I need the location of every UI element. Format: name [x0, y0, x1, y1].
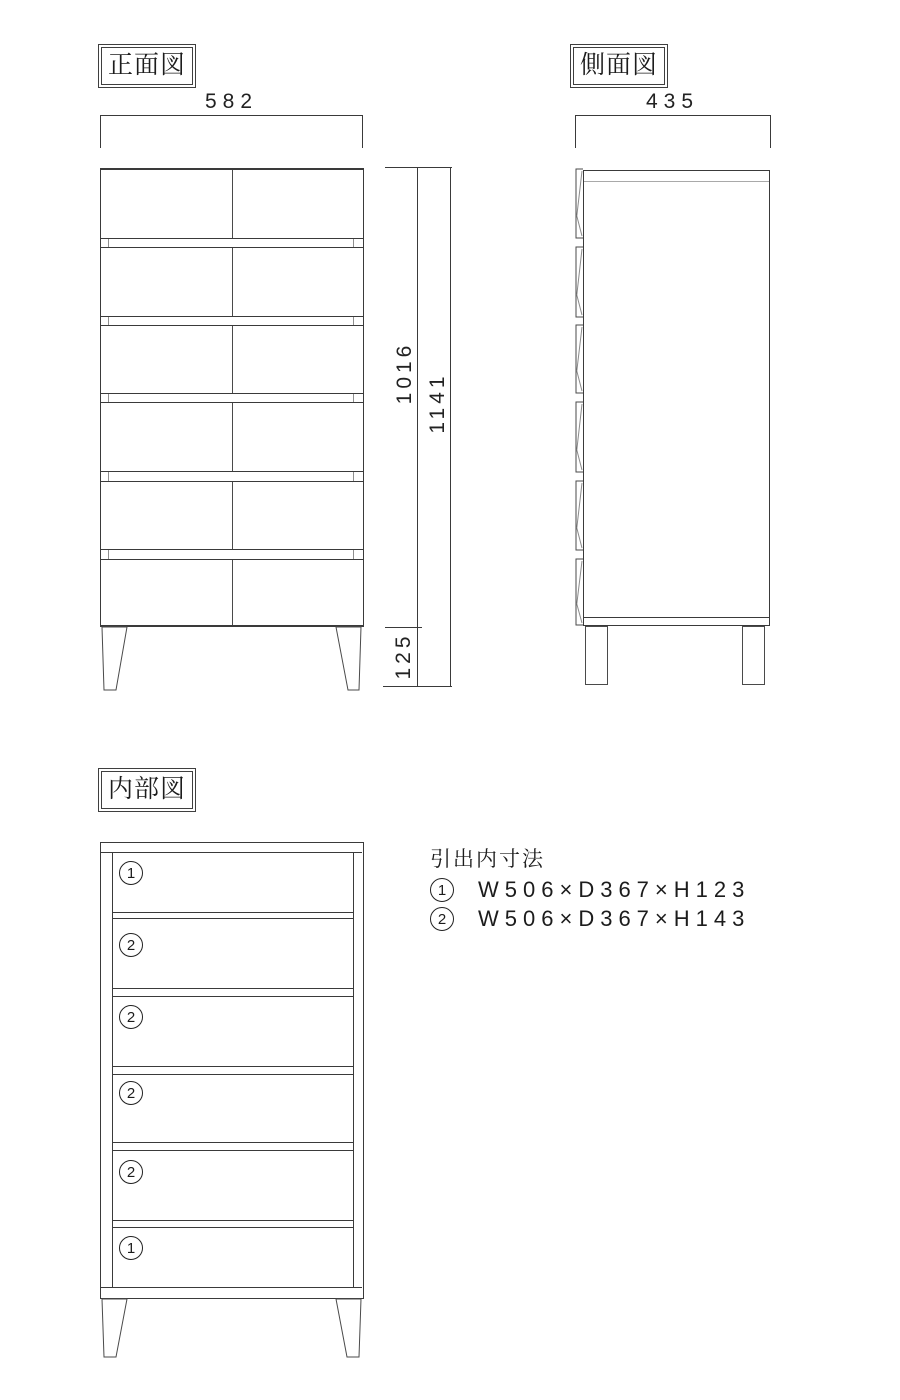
body-height-dimension-line — [417, 167, 418, 686]
drawer-center-seam — [232, 248, 233, 316]
front-width-dimension-line — [100, 115, 363, 116]
compartment-marker-6: 1 — [119, 1236, 143, 1260]
side-drawer-profile-bevel — [577, 404, 582, 470]
gap-side-tick — [108, 472, 109, 481]
internal-shelf-3 — [112, 1066, 354, 1075]
internal-shelf-5 — [112, 1220, 354, 1228]
spec-row-2 — [430, 906, 750, 932]
internal-view-title: 内部図 — [101, 771, 193, 809]
drawer-center-seam — [232, 560, 233, 625]
compartment-marker-5: 2 — [119, 1160, 143, 1184]
front-width-dimension-label: 582 — [204, 90, 259, 113]
height-extension-top — [385, 167, 452, 168]
spec-heading: 引出内寸法 — [430, 848, 545, 871]
side-leg-rear — [742, 626, 765, 685]
side-drawer-profile-bevel — [577, 171, 582, 236]
side-depth-extension-left — [575, 115, 576, 148]
internal-shelf-1 — [112, 912, 354, 919]
total-height-dimension-line — [450, 167, 451, 686]
front-drawer-row-6 — [100, 559, 364, 626]
drawer-center-seam — [232, 403, 233, 471]
side-drawer-profile-4 — [576, 402, 583, 472]
spec-marker-1: 1 — [430, 878, 454, 902]
gap-side-tick — [108, 239, 109, 247]
total-height-dimension-label: 1141 — [426, 372, 449, 434]
side-depth-extension-right — [770, 115, 771, 148]
internal-bottom-panel-line — [101, 1287, 362, 1288]
height-extension-bottom — [383, 686, 452, 687]
side-drawer-profile-bevel — [577, 249, 582, 315]
side-drawer-profile-bevel — [577, 561, 582, 623]
internal-left-leg — [102, 1299, 127, 1357]
front-view-title-box — [98, 44, 196, 88]
front-drawer-row-3 — [100, 325, 364, 394]
spec-dims-1: W506×D367×H123 — [478, 877, 751, 902]
internal-shelf-4 — [112, 1142, 354, 1151]
front-right-leg — [336, 627, 361, 690]
internal-top-panel-line — [101, 852, 362, 853]
side-drawer-profile-bevel — [577, 327, 582, 391]
side-drawer-profile-1 — [576, 169, 583, 238]
compartment-marker-4: 2 — [119, 1081, 143, 1105]
internal-view-title-box — [98, 768, 196, 812]
side-depth-dimension-line — [575, 115, 770, 116]
front-view-title: 正面図 — [101, 47, 193, 85]
front-width-extension-left — [100, 115, 101, 148]
side-depth-dimension-label: 435 — [645, 90, 700, 113]
drawer-center-seam — [232, 326, 233, 393]
front-drawer-row-1 — [100, 169, 364, 239]
gap-side-tick — [108, 550, 109, 559]
gap-side-tick — [353, 550, 354, 559]
front-left-leg — [102, 627, 127, 690]
drawer-center-seam — [232, 482, 233, 549]
spec-row-1 — [430, 877, 750, 903]
side-drawer-profiles — [576, 169, 583, 625]
front-drawer-row-4 — [100, 402, 364, 472]
compartment-marker-2: 2 — [119, 933, 143, 957]
side-view-title-box — [570, 44, 668, 88]
gap-side-tick — [353, 394, 354, 402]
side-bottom-panel-line — [584, 617, 769, 618]
spec-dims-2: W506×D367×H143 — [478, 906, 751, 931]
internal-shelf-2 — [112, 988, 354, 997]
compartment-marker-3: 2 — [119, 1005, 143, 1029]
drawer-center-seam — [232, 170, 233, 238]
front-drawer-row-2 — [100, 247, 364, 317]
gap-side-tick — [353, 317, 354, 325]
side-drawer-profile-3 — [576, 325, 583, 393]
body-height-dimension-label: 1016 — [393, 341, 416, 405]
side-leg-front — [585, 626, 608, 685]
gap-side-tick — [353, 472, 354, 481]
spec-marker-2: 2 — [430, 907, 454, 931]
internal-right-leg — [336, 1299, 361, 1357]
front-width-extension-right — [362, 115, 363, 148]
side-view-title: 側面図 — [573, 47, 665, 85]
side-drawer-profile-bevel — [577, 483, 582, 548]
side-top-panel-line — [584, 181, 769, 182]
front-drawer-row-5 — [100, 481, 364, 550]
compartment-marker-1: 1 — [119, 861, 143, 885]
leg-height-dimension-label: 125 — [392, 632, 415, 680]
side-drawer-profile-5 — [576, 481, 583, 550]
side-drawer-profile-2 — [576, 247, 583, 317]
gap-side-tick — [108, 394, 109, 402]
side-cabinet-outline — [583, 170, 770, 626]
gap-side-tick — [108, 317, 109, 325]
gap-side-tick — [353, 239, 354, 247]
side-drawer-profile-6 — [576, 559, 583, 625]
